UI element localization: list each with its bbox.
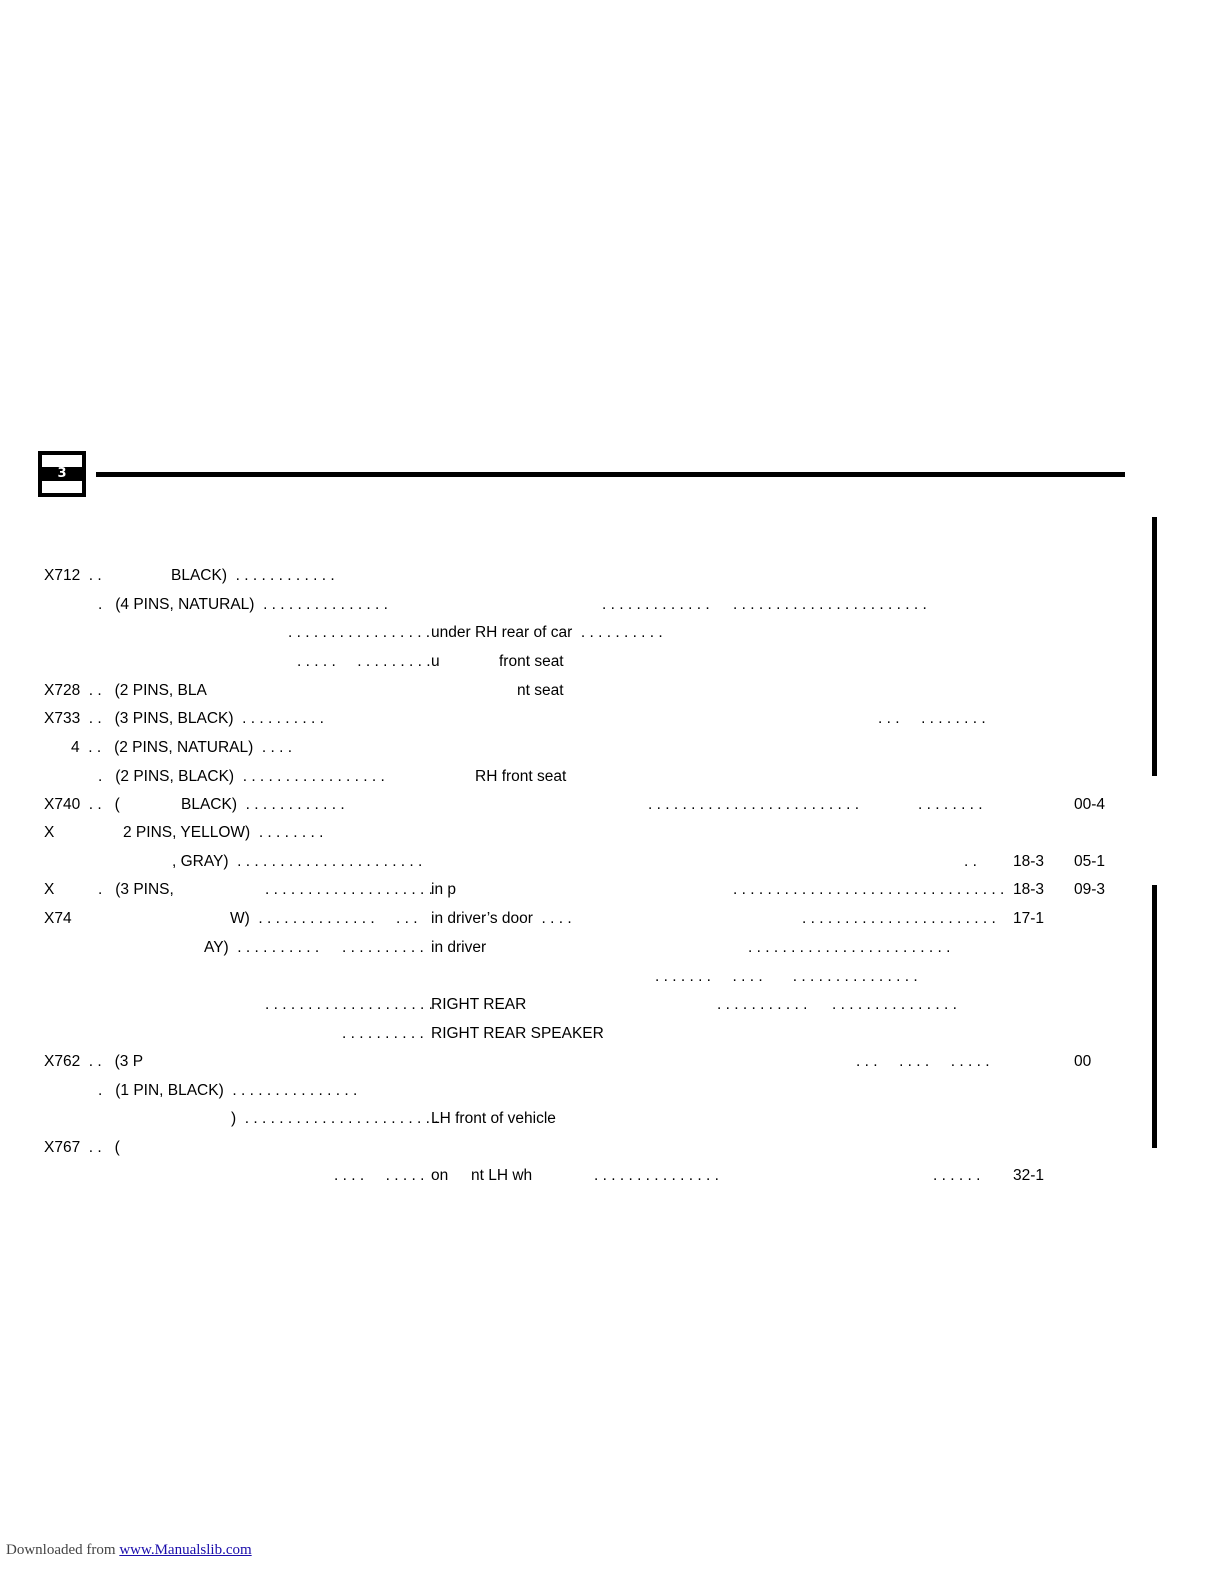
table-cell: RIGHT REAR SPEAKER: [431, 1025, 604, 1042]
table-cell: 00-4: [1074, 796, 1106, 813]
table-cell: , GRAY) . . . . . . . . . . . . . . . . . . . . . .: [172, 853, 423, 870]
table-cell: X: [44, 881, 55, 898]
table-cell: 05-1: [1074, 853, 1106, 870]
table-cell: in driver’s door . . . .: [431, 910, 572, 927]
table-cell: 2 PINS, YELLOW) . . . . . . . .: [123, 824, 324, 841]
table-cell: . . . . . . . .: [918, 796, 983, 813]
table-cell: 18-3: [1013, 881, 1045, 898]
table-cell: W) . . . . . . . . . . . . . .: [230, 910, 375, 927]
table-cell: . . . . . . . . . . .: [717, 996, 808, 1013]
table-cell: . . . . . . . . . . . . . . . . . . . . . . . . . .: [655, 968, 918, 985]
footer-link[interactable]: www.Manualslib.com: [119, 1542, 252, 1558]
table-cell: . . . . . . . . . . . . . . . . . . . . . . .: [733, 596, 927, 613]
table-cell: . . . . . . . . . . . . . .: [297, 653, 431, 670]
table-cell: . . . . . . . . . . . .: [856, 1053, 990, 1070]
table-cell: BLACK) . . . . . . . . . . . .: [171, 567, 335, 584]
table-cell: 4 . . (2 PINS, NATURAL) . . . .: [71, 739, 293, 756]
table-cell: . . . . . . . . . . . . . . . . . . . . . . . . . . . . . . . .: [733, 881, 1005, 898]
table-cell: ) . . . . . . . . . . . . . . . . . . . . . . .: [231, 1110, 439, 1127]
table-cell: . . . . . . . . . . .: [878, 710, 986, 727]
table-cell: in driver: [431, 939, 487, 956]
table-cell: LH front of vehicle: [431, 1110, 556, 1127]
table-cell: front seat: [499, 653, 564, 670]
table-cell: 17-1: [1013, 910, 1045, 927]
table-cell: . . . . . . . . . . . . . . .: [594, 1167, 719, 1184]
table-cell: AY) . . . . . . . . . .: [204, 939, 320, 956]
table-cell: . . . . . . . . . . . . . . . . . . . .: [265, 996, 433, 1013]
table-cell: nt seat: [517, 682, 564, 699]
table-cell: . . . . . . . . . . . . . . .: [832, 996, 957, 1013]
table-cell: 09-3: [1074, 881, 1106, 898]
table-cell: 00: [1074, 1053, 1092, 1070]
table-cell: . (1 PIN, BLACK) . . . . . . . . . . . . . . .: [98, 1082, 358, 1099]
table-cell: . . . . . . . . . .: [342, 939, 424, 956]
table-cell: . . .: [396, 910, 418, 927]
table-cell: . . . . . . . . .: [334, 1167, 425, 1184]
table-cell: nt LH wh: [471, 1167, 533, 1184]
footer-prefix: Downloaded from: [6, 1542, 120, 1558]
table-cell: . (3 PINS,: [98, 881, 174, 898]
table-cell: RH front seat: [475, 768, 567, 785]
table-cell: u: [431, 653, 440, 670]
table-cell: X733 . . (3 PINS, BLACK) . . . . . . . . . .: [44, 710, 324, 727]
table-cell: . . . . . . . . . . . . . . . . . . . . . . . . .: [648, 796, 860, 813]
table-cell: . (2 PINS, BLACK) . . . . . . . . . . . . . . . . .: [98, 768, 385, 785]
table-cell: . (4 PINS, NATURAL) . . . . . . . . . . . . . . .: [98, 596, 388, 613]
table-cell: . .: [964, 853, 977, 870]
table-cell: X767 . . (: [44, 1139, 120, 1156]
table-cell: X762 . . (3 P: [44, 1053, 144, 1070]
table-cell: X740 . . (: [44, 796, 120, 813]
table-cell: on: [431, 1167, 449, 1184]
table-cell: BLACK) . . . . . . . . . . . .: [181, 796, 345, 813]
table-cell: 32-1: [1013, 1167, 1045, 1184]
table-cell: X: [44, 824, 55, 841]
change-bar-bottom: [1152, 885, 1157, 1148]
table-cell: RIGHT REAR: [431, 996, 527, 1013]
table-cell: 18-3: [1013, 853, 1045, 870]
table-cell: X728 . . (2 PINS, BLA: [44, 682, 207, 699]
table-cell: . . . . . . . . . . . . . . . . . . . .: [265, 881, 433, 898]
table-cell: . . . . . .: [933, 1167, 981, 1184]
footer: [6, 1542, 252, 1559]
table-cell: . . . . . . . . . . . . . . . . . . . . . . .: [802, 910, 996, 927]
table-cell: under RH rear of car . . . . . . . . . .: [431, 624, 663, 641]
table-cell: X74: [44, 910, 72, 927]
table-cell: in p: [431, 881, 456, 898]
table-cell: . . . . . . . . . .: [342, 1025, 424, 1042]
table-cell: . . . . . . . . . . . . .: [602, 596, 710, 613]
section-number: 3: [42, 467, 82, 481]
header-rule: [96, 472, 1125, 477]
table-cell: X712 . .: [44, 567, 102, 584]
table-cell: . . . . . . . . . . . . . . . . .: [288, 624, 431, 641]
section-number-badge: [38, 451, 86, 497]
change-bar-top: [1152, 517, 1157, 776]
table-cell: . . . . . . . . . . . . . . . . . . . . . . . .: [748, 939, 951, 956]
